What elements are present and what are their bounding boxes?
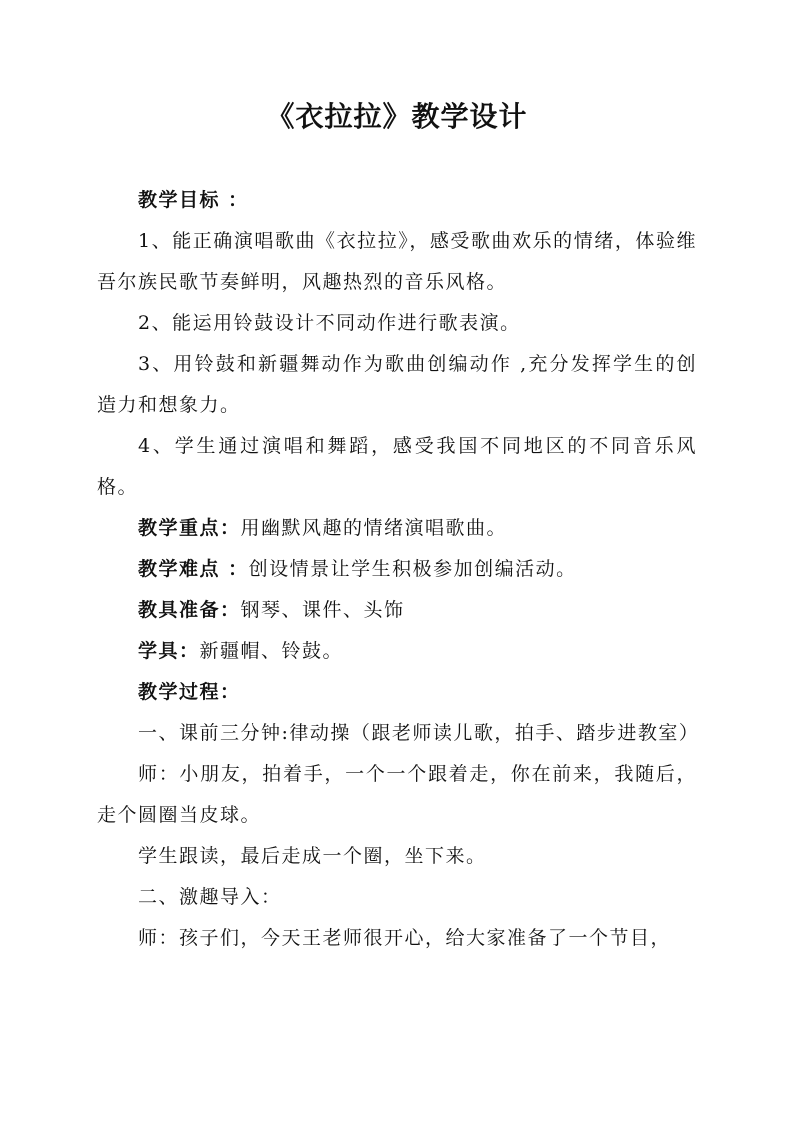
teaching-tools-text: 钢琴、课件、头饰 xyxy=(240,599,405,621)
document-body xyxy=(97,180,700,959)
key-point-text: 用幽默风趣的情绪演唱歌曲。 xyxy=(240,517,508,539)
objective-item-3: 3、用铃鼓和新疆舞动作为歌曲创编动作 ,充分发挥学生的创造力和想象力。 xyxy=(97,353,697,416)
student-tools-text: 新疆帽、铃鼓。 xyxy=(199,640,344,662)
process-paragraph-3: 学生跟读，最后走成一个圈，坐下来。 xyxy=(138,845,487,867)
difficulty-label: 教学难点 ： xyxy=(138,558,249,580)
difficulty-text: 创设情景让学生积极参加创编活动。 xyxy=(248,558,577,580)
process-heading: 教学过程： xyxy=(138,681,241,703)
process-paragraph-5: 师：孩子们，今天王老师很开心，给大家准备了一个节目， xyxy=(138,927,672,949)
teaching-tools xyxy=(97,590,697,631)
objective-item-1: 1、能正确演唱歌曲《衣拉拉》，感受歌曲欢乐的情绪，体验维吾尔族民歌节奏鲜明，风趣热烈的音乐风格。 xyxy=(97,230,697,293)
process-paragraph-1: 一、课前三分钟:律动操（跟老师读儿歌，拍手、踏步进教室） xyxy=(138,722,700,744)
process-paragraph-4: 二、激趣导入： xyxy=(138,886,282,908)
student-tools xyxy=(97,631,697,672)
key-point-label: 教学重点： xyxy=(138,517,241,539)
key-point xyxy=(97,508,697,549)
difficulty xyxy=(97,549,697,590)
objective-item-4: 4、学生通过演唱和舞蹈，感受我国不同地区的不同音乐风格。 xyxy=(97,435,697,498)
objective-item-2: 2、能运用铃鼓设计不同动作进行歌表演。 xyxy=(138,312,521,334)
process-paragraph-2: 师：小朋友，拍着手，一个一个跟着走，你在前来，我随后，走个圆圈当皮球。 xyxy=(97,763,697,826)
student-tools-label: 学具： xyxy=(138,640,200,662)
teaching-tools-label: 教具准备： xyxy=(138,599,241,621)
document-title: 《衣拉拉》教学设计 xyxy=(266,100,528,133)
objectives-heading: 教学目标 ： xyxy=(138,189,249,211)
